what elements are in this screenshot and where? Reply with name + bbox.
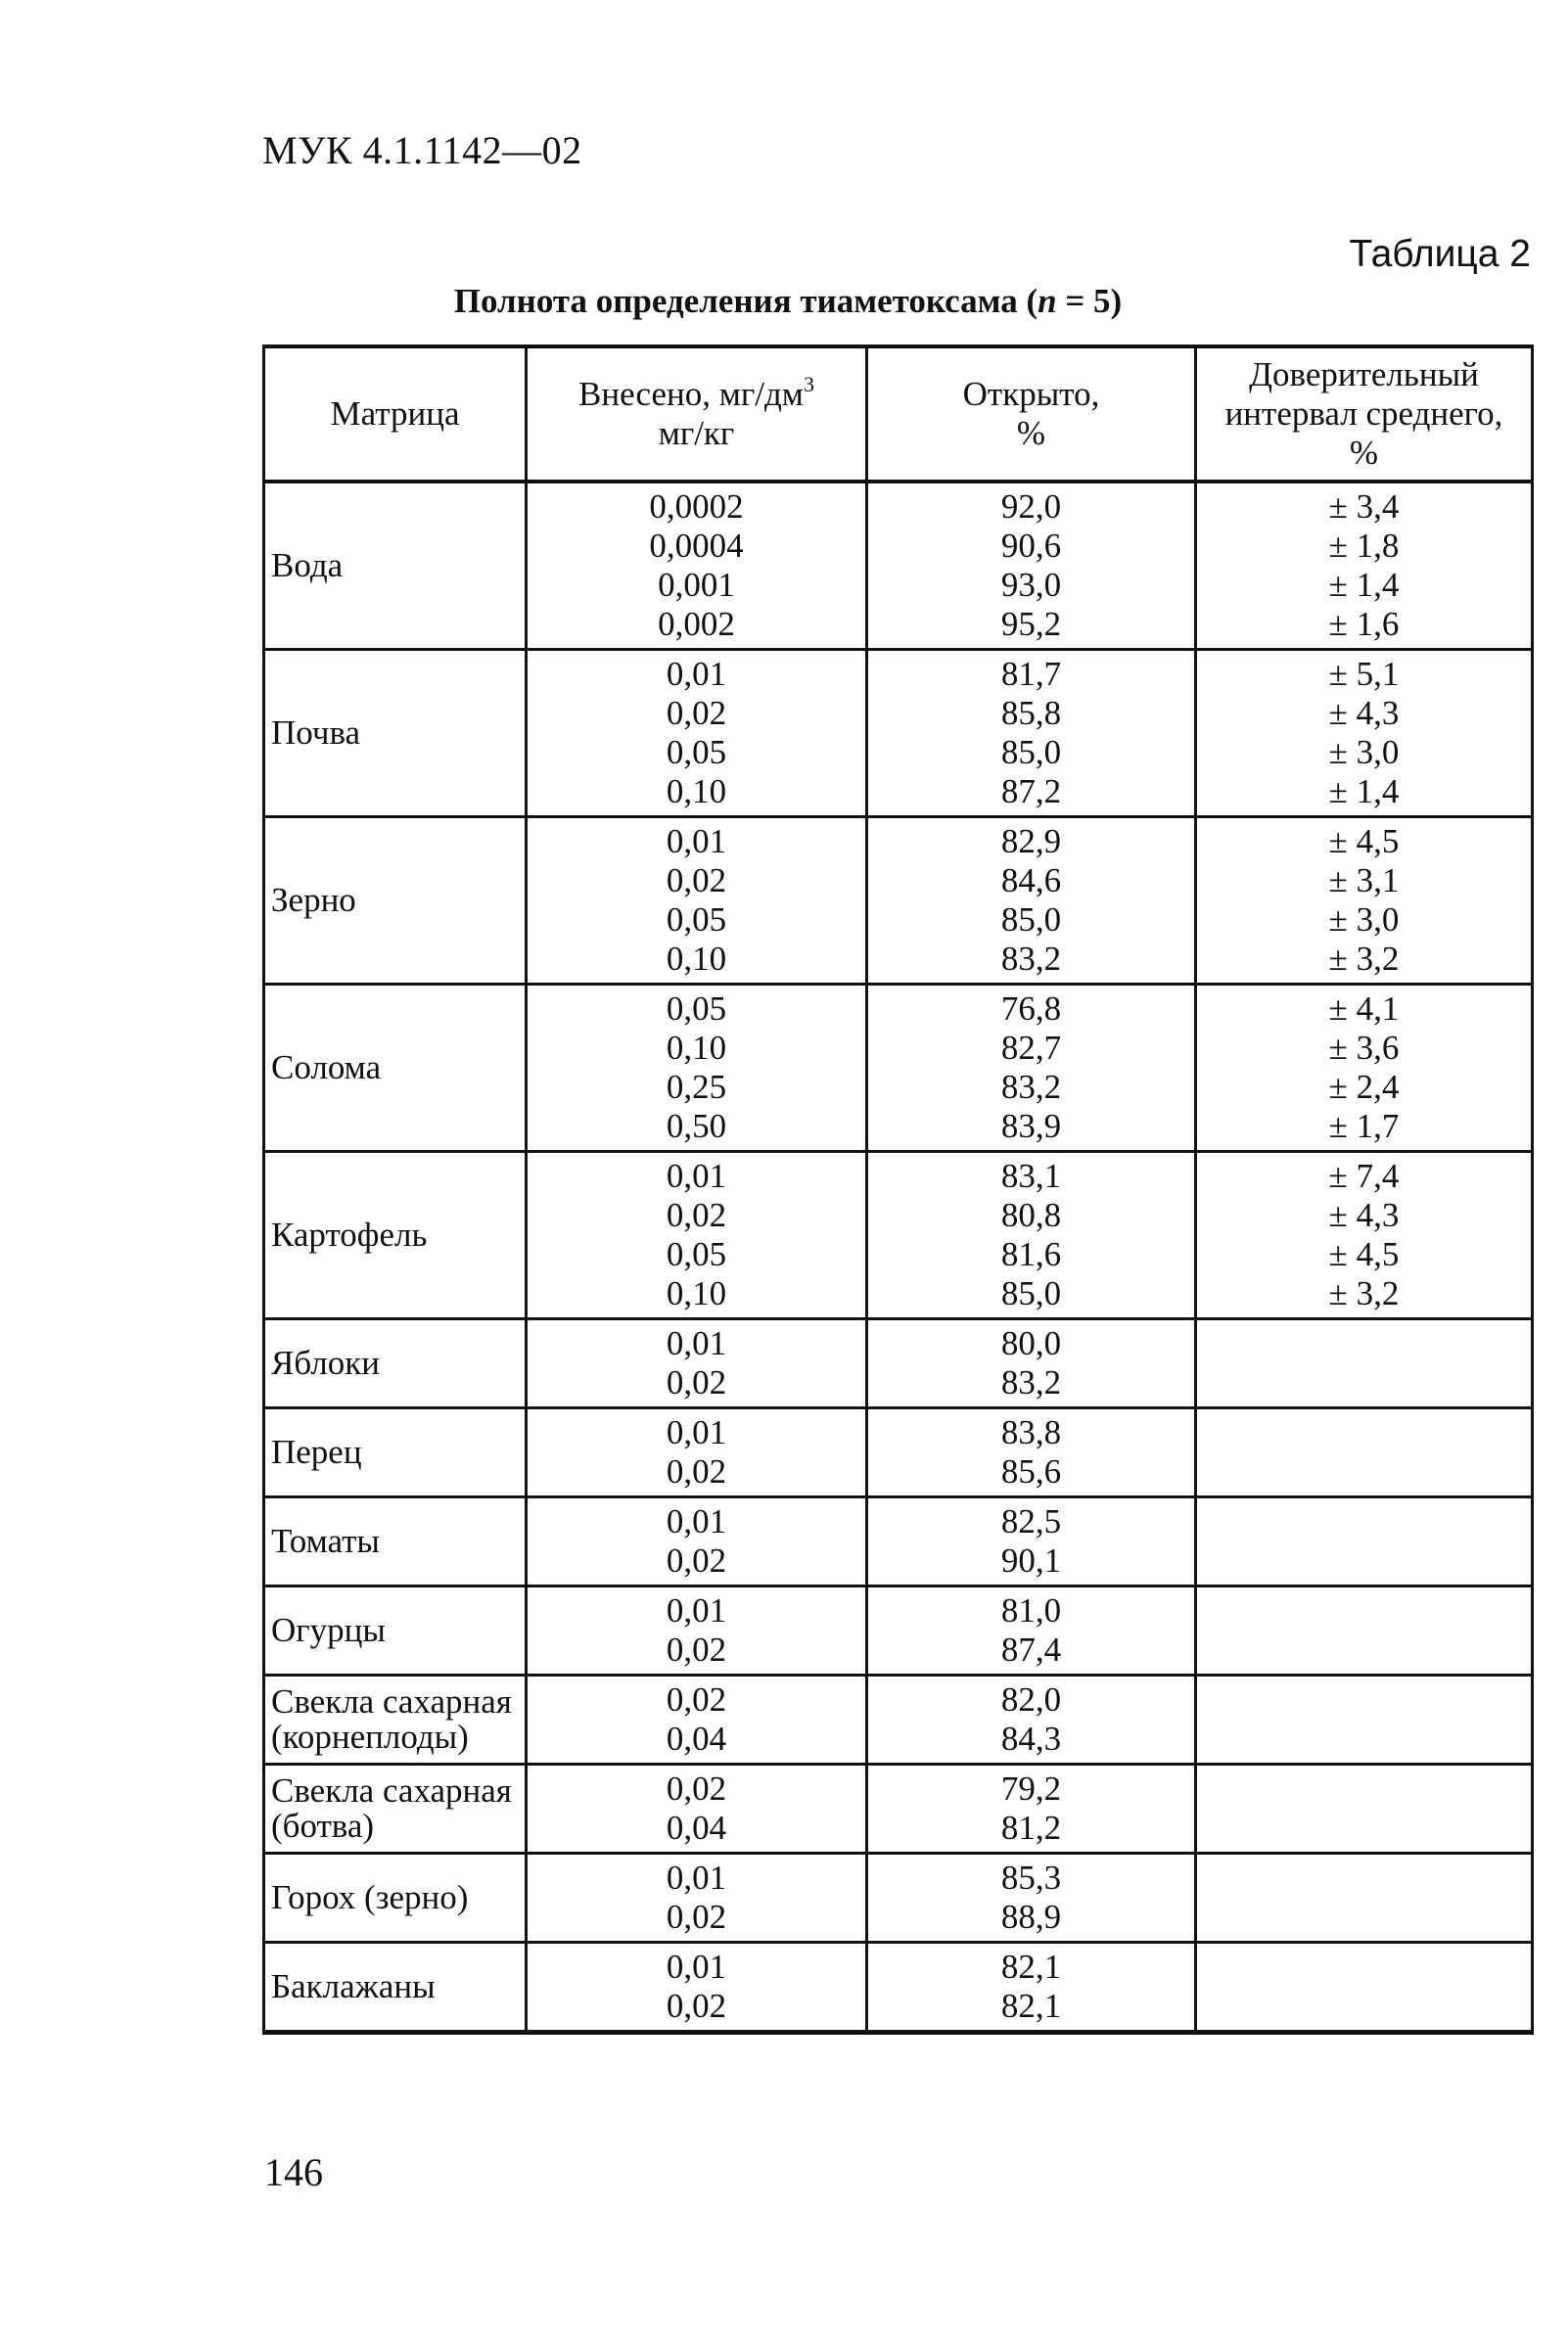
- column-header-matrix-text: Матрица: [330, 394, 460, 433]
- added-cell-line: 0,02: [666, 1987, 727, 2025]
- found-cell-line: 83,9: [1000, 1107, 1062, 1145]
- added-cell: [527, 1497, 867, 1586]
- table-body: [264, 482, 1533, 2033]
- added-cell-line: 0,25: [666, 1068, 727, 1106]
- matrix-cell: [264, 985, 527, 1152]
- found-cell-line: 84,3: [1000, 1720, 1062, 1758]
- matrix-cell-line: Вода: [271, 546, 344, 584]
- matrix-cell-line: Свекла сахарная: [271, 1682, 512, 1721]
- added-cell-line: 0,02: [666, 1196, 727, 1234]
- added-cell: [527, 985, 867, 1152]
- table-title: [0, 282, 1568, 321]
- matrix-cell-line: (ботва): [271, 1807, 375, 1845]
- found-cell: [867, 985, 1196, 1152]
- added-cell-line: 0,01: [666, 822, 727, 860]
- confidence-interval-cell: [1196, 1586, 1533, 1676]
- confidence-interval-cell: [1196, 1497, 1533, 1586]
- found-cell-line: 83,2: [1000, 940, 1062, 978]
- found-cell-line: 87,2: [1000, 772, 1062, 810]
- found-cell: [867, 482, 1196, 650]
- confidence-interval-cell-line: ± 3,4: [1328, 487, 1400, 526]
- confidence-interval-cell-line: ± 2,4: [1328, 1068, 1400, 1106]
- confidence-interval-cell: [1196, 482, 1533, 650]
- found-cell: [867, 1854, 1196, 1943]
- matrix-cell: [264, 1408, 527, 1497]
- confidence-interval-cell-line: ± 1,4: [1328, 772, 1400, 810]
- found-cell-line: 82,1: [1000, 1987, 1062, 2025]
- found-cell-line: 88,9: [1000, 1898, 1062, 1936]
- found-cell-line: 84,6: [1000, 861, 1062, 899]
- added-cell-line: 0,0004: [649, 527, 744, 565]
- matrix-cell: [264, 1943, 527, 2033]
- confidence-interval-cell-line: ± 4,3: [1328, 694, 1400, 732]
- found-cell-line: 82,9: [1000, 822, 1062, 860]
- found-cell-line: 83,2: [1000, 1068, 1062, 1106]
- added-cell: [527, 1943, 867, 2033]
- confidence-interval-cell-line: ± 3,6: [1328, 1029, 1400, 1067]
- found-cell-line: 82,5: [1000, 1502, 1062, 1540]
- confidence-interval-cell: [1196, 1854, 1533, 1943]
- page-number: 146: [264, 2150, 323, 2194]
- confidence-interval-cell-line: ± 5,1: [1328, 655, 1400, 693]
- found-cell-line: 85,3: [1000, 1859, 1062, 1897]
- found-cell-line: 85,6: [1000, 1452, 1062, 1491]
- confidence-interval-cell-line: ± 7,4: [1328, 1157, 1400, 1195]
- added-cell-line: 0,02: [666, 1631, 727, 1669]
- found-cell-line: 83,8: [1000, 1413, 1062, 1451]
- matrix-cell: [264, 1152, 527, 1319]
- confidence-interval-cell-line: ± 3,2: [1328, 940, 1400, 978]
- confidence-interval-cell: [1196, 1408, 1533, 1497]
- matrix-cell-line: Перец: [271, 1433, 362, 1471]
- added-cell: [527, 650, 867, 817]
- found-cell: [867, 1497, 1196, 1586]
- found-cell-line: 90,6: [1000, 527, 1062, 565]
- found-cell-line: 82,0: [1000, 1680, 1062, 1719]
- found-cell-line: 81,2: [1000, 1809, 1062, 1847]
- matrix-cell: [264, 817, 527, 985]
- column-header-ci-line3: %: [1349, 434, 1379, 472]
- found-cell: [867, 1943, 1196, 2033]
- added-cell: [527, 1152, 867, 1319]
- table-label: Таблица 2: [1349, 233, 1531, 275]
- matrix-cell: [264, 650, 527, 817]
- added-cell: [527, 1676, 867, 1765]
- matrix-cell-line: Яблоки: [271, 1344, 380, 1382]
- table-title-suffix: = 5): [1056, 282, 1123, 320]
- confidence-interval-cell: [1196, 817, 1533, 985]
- confidence-interval-cell-line: ± 1,8: [1328, 527, 1400, 565]
- document-code: МУК 4.1.1142—02: [262, 128, 582, 172]
- found-cell-line: 81,6: [1000, 1235, 1062, 1273]
- matrix-cell-line: (корнеплоды): [271, 1718, 469, 1756]
- added-cell: [527, 1765, 867, 1854]
- found-cell: [867, 1319, 1196, 1408]
- added-cell: [527, 482, 867, 650]
- table-row: [264, 1676, 1533, 1765]
- found-cell-line: 92,0: [1000, 487, 1062, 526]
- table-row: [264, 650, 1533, 817]
- added-cell-line: 0,04: [666, 1720, 727, 1758]
- added-cell-line: 0,05: [666, 733, 727, 771]
- matrix-cell-line: Огурцы: [271, 1611, 386, 1649]
- added-cell: [527, 1854, 867, 1943]
- confidence-interval-cell: [1196, 1765, 1533, 1854]
- found-cell-line: 81,0: [1000, 1591, 1062, 1630]
- found-cell-line: 80,0: [1000, 1324, 1062, 1362]
- added-cell-line: 0,05: [666, 1235, 727, 1273]
- found-cell: [867, 817, 1196, 985]
- column-header-added-superscript: 3: [803, 372, 814, 396]
- table-header-row: [264, 346, 1533, 482]
- found-cell: [867, 1408, 1196, 1497]
- found-cell: [867, 1676, 1196, 1765]
- found-cell-line: 90,1: [1000, 1541, 1062, 1580]
- added-cell-line: 0,02: [666, 1541, 727, 1580]
- found-cell-line: 76,8: [1000, 989, 1062, 1028]
- matrix-cell: [264, 1497, 527, 1586]
- column-header-added-line2: мг/кг: [658, 414, 735, 452]
- found-cell-line: 82,7: [1000, 1029, 1062, 1067]
- confidence-interval-cell: [1196, 650, 1533, 817]
- column-header-ci-line1: Доверительный: [1249, 355, 1479, 393]
- matrix-cell-line: Зерно: [271, 881, 356, 919]
- confidence-interval-cell-line: ± 1,6: [1328, 605, 1400, 643]
- confidence-interval-cell-line: ± 3,0: [1328, 733, 1400, 771]
- confidence-interval-cell-line: ± 4,5: [1328, 1235, 1400, 1273]
- confidence-interval-cell: [1196, 1152, 1533, 1319]
- confidence-interval-cell-line: ± 4,3: [1328, 1196, 1400, 1234]
- matrix-cell: [264, 1319, 527, 1408]
- added-cell-line: 0,05: [666, 989, 727, 1028]
- added-cell-line: 0,04: [666, 1809, 727, 1847]
- matrix-cell-line: Почва: [271, 713, 361, 752]
- added-cell: [527, 1319, 867, 1408]
- table-row: [264, 985, 1533, 1152]
- table-title-variable: n: [1038, 282, 1057, 320]
- found-cell-line: 81,7: [1000, 655, 1062, 693]
- column-header-ci-line2: интервал среднего,: [1224, 394, 1503, 433]
- matrix-cell: [264, 1676, 527, 1765]
- confidence-interval-cell-line: ± 4,1: [1328, 989, 1400, 1028]
- confidence-interval-cell-line: ± 3,1: [1328, 861, 1400, 899]
- added-cell-line: 0,01: [666, 1157, 727, 1195]
- table-row: [264, 1408, 1533, 1497]
- found-cell-line: 79,2: [1000, 1769, 1062, 1808]
- matrix-cell: [264, 1854, 527, 1943]
- table-row: [264, 1765, 1533, 1854]
- added-cell-line: 0,01: [666, 655, 727, 693]
- found-cell-line: 93,0: [1000, 566, 1062, 604]
- found-cell-line: 80,8: [1000, 1196, 1062, 1234]
- added-cell-line: 0,02: [666, 1769, 727, 1808]
- added-cell-line: 0,01: [666, 1859, 727, 1897]
- confidence-interval-cell: [1196, 1319, 1533, 1408]
- column-header-found: [867, 346, 1196, 482]
- added-cell: [527, 817, 867, 985]
- table-row: [264, 482, 1533, 650]
- added-cell-line: 0,002: [658, 605, 735, 643]
- found-cell-line: 85,0: [1000, 733, 1062, 771]
- table-row: [264, 1854, 1533, 1943]
- added-cell-line: 0,10: [666, 1274, 727, 1312]
- found-cell-line: 83,1: [1000, 1157, 1062, 1195]
- added-cell-line: 0,0002: [649, 487, 744, 526]
- matrix-cell-line: Свекла сахарная: [271, 1771, 512, 1810]
- column-header-found-line1: Открыто,: [962, 375, 1100, 413]
- table-row: [264, 1319, 1533, 1408]
- confidence-interval-cell: [1196, 1943, 1533, 2033]
- found-cell-line: 85,0: [1000, 1274, 1062, 1312]
- added-cell: [527, 1586, 867, 1676]
- found-cell-line: 83,2: [1000, 1363, 1062, 1402]
- added-cell-line: 0,02: [666, 694, 727, 732]
- found-cell: [867, 1765, 1196, 1854]
- added-cell-line: 0,02: [666, 861, 727, 899]
- added-cell-line: 0,01: [666, 1324, 727, 1362]
- added-cell-line: 0,02: [666, 1363, 727, 1402]
- confidence-interval-cell-line: ± 3,2: [1328, 1274, 1400, 1312]
- matrix-cell-line: Картофель: [271, 1216, 428, 1254]
- column-header-confidence-interval: [1196, 346, 1533, 482]
- matrix-cell-line: Баклажаны: [271, 1967, 436, 2005]
- table-row: [264, 1586, 1533, 1676]
- column-header-matrix: [264, 346, 527, 482]
- table-row: [264, 1943, 1533, 2033]
- added-cell-line: 0,01: [666, 1413, 727, 1451]
- added-cell-line: 0,01: [666, 1591, 727, 1630]
- matrix-cell: [264, 1765, 527, 1854]
- found-cell-line: 87,4: [1000, 1631, 1062, 1669]
- added-cell-line: 0,50: [666, 1107, 727, 1145]
- found-cell-line: 82,1: [1000, 1948, 1062, 1986]
- found-cell-line: 85,8: [1000, 694, 1062, 732]
- added-cell-line: 0,10: [666, 772, 727, 810]
- found-cell: [867, 650, 1196, 817]
- added-cell: [527, 1408, 867, 1497]
- matrix-cell: [264, 1586, 527, 1676]
- added-cell-line: 0,02: [666, 1452, 727, 1491]
- table-row: [264, 1152, 1533, 1319]
- confidence-interval-cell-line: ± 1,4: [1328, 566, 1400, 604]
- column-header-added: [527, 346, 867, 482]
- added-cell-line: 0,10: [666, 940, 727, 978]
- matrix-cell-line: Горох (зерно): [271, 1878, 469, 1916]
- added-cell-line: 0,02: [666, 1898, 727, 1936]
- column-header-found-line2: %: [1016, 414, 1046, 452]
- confidence-interval-cell-line: ± 1,7: [1328, 1107, 1400, 1145]
- matrix-cell: [264, 482, 527, 650]
- confidence-interval-cell-line: ± 4,5: [1328, 822, 1400, 860]
- added-cell-line: 0,001: [658, 566, 735, 604]
- found-cell-line: 85,0: [1000, 900, 1062, 939]
- found-cell: [867, 1152, 1196, 1319]
- table-row: [264, 817, 1533, 985]
- added-cell-line: 0,01: [666, 1502, 727, 1540]
- added-cell-line: 0,02: [666, 1680, 727, 1719]
- recovery-table: [262, 345, 1534, 2035]
- found-cell-line: 95,2: [1000, 605, 1062, 643]
- added-cell-line: 0,01: [666, 1948, 727, 1986]
- matrix-cell-line: Солома: [271, 1048, 382, 1086]
- table-row: [264, 1497, 1533, 1586]
- matrix-cell-line: Томаты: [271, 1522, 380, 1560]
- confidence-interval-cell-line: ± 3,0: [1328, 900, 1400, 939]
- found-cell: [867, 1586, 1196, 1676]
- added-cell-line: 0,05: [666, 900, 727, 939]
- confidence-interval-cell: [1196, 985, 1533, 1152]
- confidence-interval-cell: [1196, 1676, 1533, 1765]
- table-title-prefix: Полнота определения тиаметоксама (: [453, 282, 1038, 320]
- column-header-added-line1: Внесено, мг/дм: [578, 375, 804, 413]
- added-cell-line: 0,10: [666, 1029, 727, 1067]
